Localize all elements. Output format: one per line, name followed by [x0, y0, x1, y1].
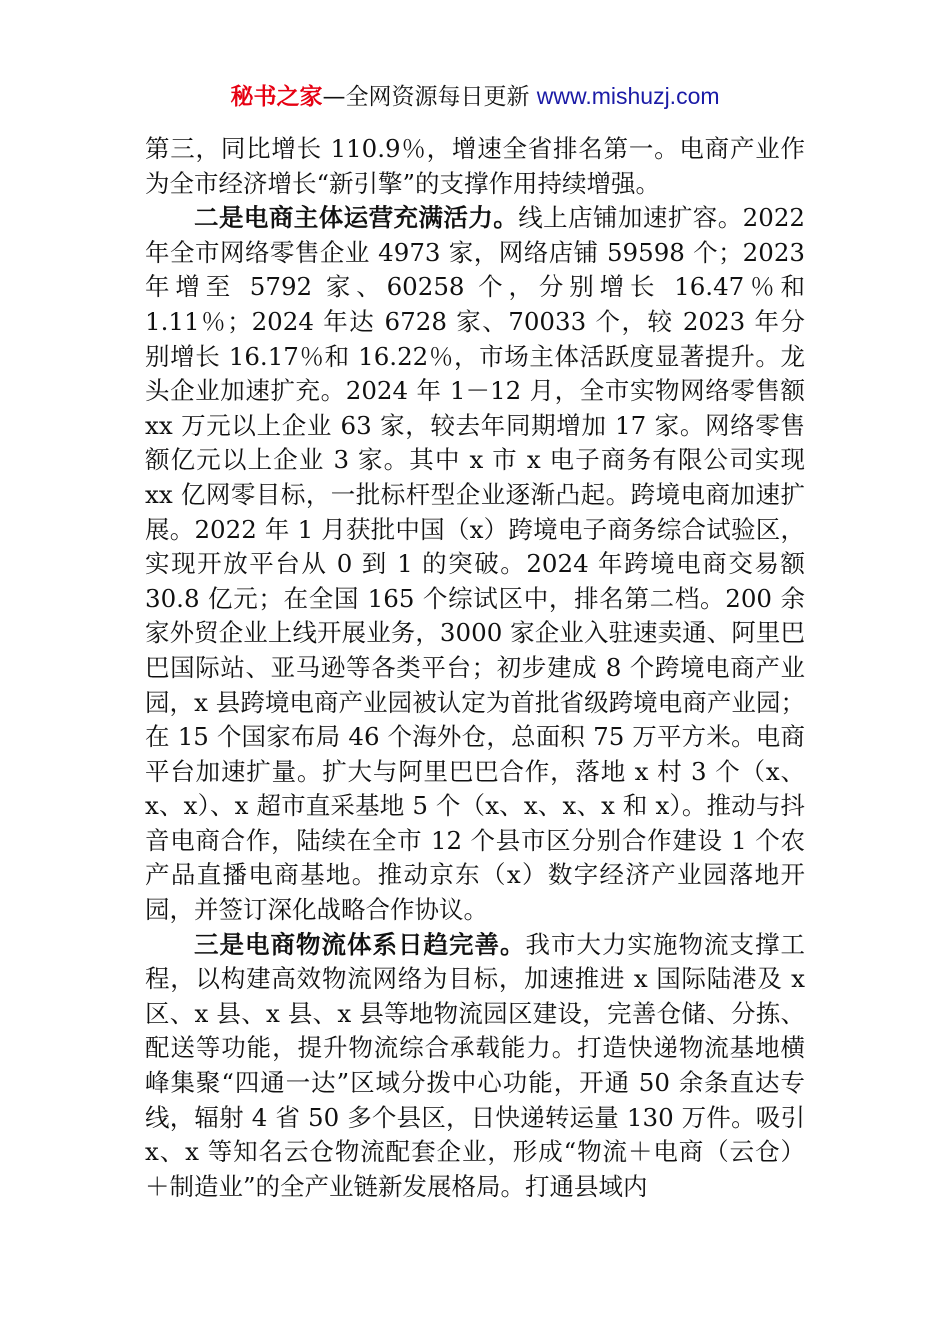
paragraph-text: 第三，同比增长 110.9％，增速全省排名第一。电商产业作为全市经济增长“新引擎”的支撑作用持续增强。 — [145, 134, 805, 198]
paragraph-text: 线上店铺加速扩容。2022 年全市网络零售企业 4973 家，网络店铺 59598 个；2023 年增至 5792 家、60258 个，分别增长 16.47％和 1.11％；2024 年达 6728 家、70033 个，较 2023 年分别增长 16.17％和 16.22％，市场主体活跃度显著提升。龙头企业加速扩充。2024 年 1－12 月，全市实物网络零售额 xx 万元以上企业 63 家，较去年同期增加 17 家。网络零售额亿元以上企业 3 家。其中 x 市 x 电子商务有限公司实现 xx 亿网零目标，一批标杆型企业逐渐凸起。跨境电商加速扩展。2022 年 1 月获批中国（x）跨境电子商务综合试验区，实现开放平台从 0 到 1 的突破。2024 年跨境电商交易额 30.8 亿元；在全国 165 个综试区中，排名第二档。200 余家外贸企业上线开展业务，3000 家企业入驻速卖通、阿里巴巴国际站、亚马逊等各类平台；初步建成 8 个跨境电商产业园，x 县跨境电商产业园被认定为首批省级跨境电商产业园；在 15 个国家布局 46 个海外仓，总面积 75 万平方米。电商平台加速扩量。扩大与阿里巴巴合作，落地 x 村 3 个（x、x、x）、x 超市直采基地 5 个（x、x、x、x 和 x）。推动与抖音电商合作，陆续在全市 12 个县市区分别合作建设 1 个农产品直播电商基地。推动京东（x）数字经济产业园落地开园，并签订深化战略合作协议。 — [145, 203, 805, 925]
document-body — [145, 132, 805, 1204]
site-url-link[interactable]: www.mishuzj.com — [536, 83, 720, 109]
brand-name: 秘书之家 — [230, 84, 323, 110]
header-slogan: —全网资源每日更新 — [322, 84, 537, 110]
site-header — [0, 80, 950, 113]
paragraph-heading: 二是电商主体运营充满活力。 — [194, 203, 519, 233]
paragraph-continuation — [145, 132, 805, 201]
paragraph-market-entities — [145, 201, 805, 927]
paragraph-text: 我市大力实施物流支撑工程，以构建高效物流网络为目标，加速推进 x 国际陆港及 x 区、x 县、x 县、x 县等地物流园区建设，完善仓储、分拣、配送等功能，提升物流综合承载能力。打造快递物流基地横峰集聚“四通一达”区域分拨中心功能，开通 50 余条直达专线，辐射 4 省 50 多个县区，日快递转运量 130 万件。吸引 x、x 等知名云仓物流配套企业，形成“物流＋电商（云仓）＋制造业”的全产业链新发展格局。打通县域内 — [145, 929, 805, 1201]
paragraph-heading: 三是电商物流体系日趋完善。 — [194, 929, 526, 959]
paragraph-logistics — [145, 928, 805, 1205]
